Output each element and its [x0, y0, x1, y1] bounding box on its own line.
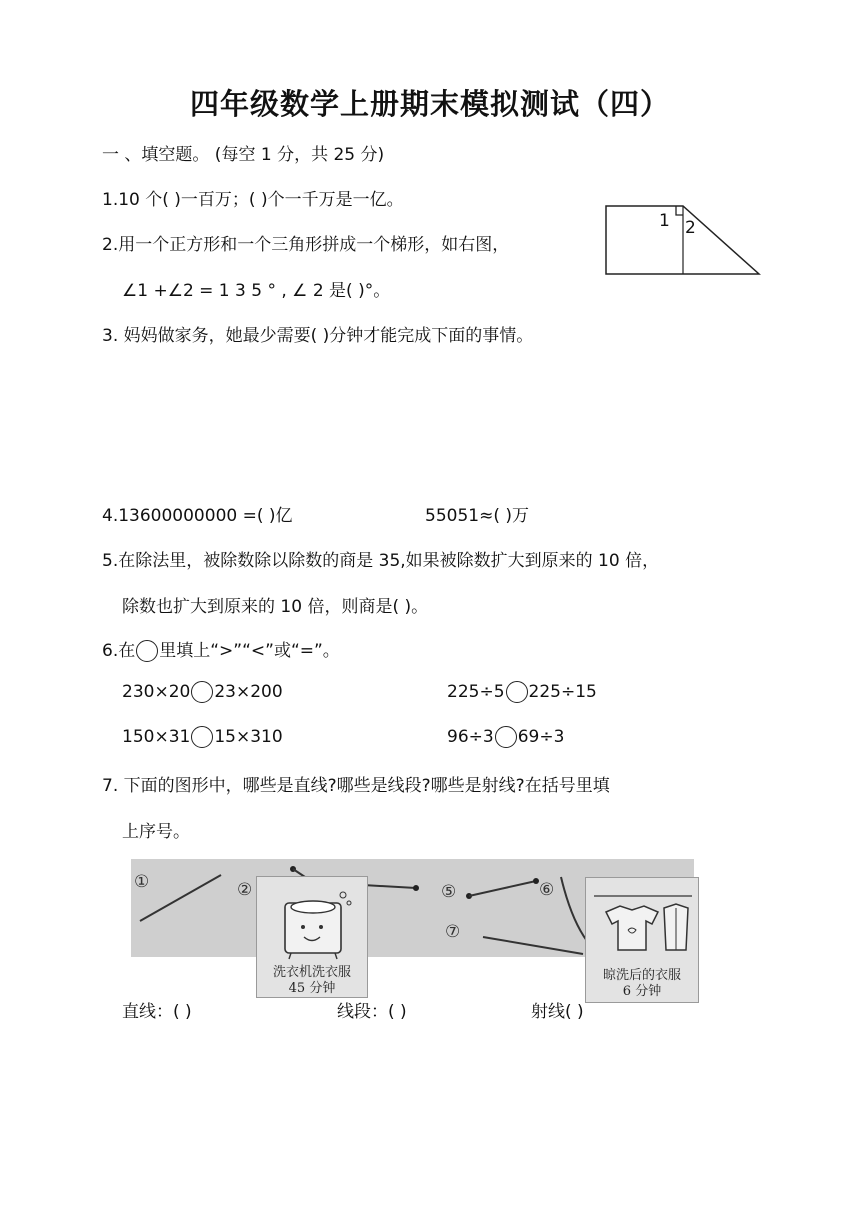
question-2-line2: ∠1 +∠2 = 1 3 5 ° , ∠ 2 是( )°。 — [122, 281, 391, 301]
compare-circle-icon — [136, 640, 158, 662]
figure-7-line — [483, 937, 583, 954]
compare-item: 230×20 23×200 — [122, 682, 283, 702]
figure-5-segment — [469, 881, 536, 896]
answer-ray: 射线( ) — [531, 1002, 584, 1022]
question-3: 3. 妈妈做家务，她最少需要( )分钟才能完成下面的事情。 — [102, 326, 534, 346]
question-4-part-a: 4.13600000000 =( )亿 — [102, 506, 293, 526]
figure-3-endpoint — [413, 885, 419, 891]
compare-item: 96÷3 69÷3 — [447, 727, 565, 747]
question-1: 1.10 个( )一百万；( )个一千万是一亿。 — [102, 190, 404, 210]
answer-segment: 线段：( ) — [337, 1002, 407, 1022]
page-title: 四年级数学上册期末模拟测试（四） — [189, 87, 670, 121]
figure-label: ⑥ — [539, 880, 555, 900]
compare-circle-input[interactable] — [495, 726, 517, 748]
question-6-instruction: 6.在 里填上“>”“<”或“=”。 — [102, 641, 340, 661]
figure-label: ① — [134, 872, 150, 892]
angle-1-label: 1 — [659, 211, 670, 231]
drying-time: 6 分钟 — [622, 984, 662, 999]
compare-item: 225÷5 225÷15 — [447, 682, 597, 702]
compare-item: 150×31 15×310 — [122, 727, 283, 747]
trapezoid-figure — [600, 200, 765, 282]
drying-caption: 晾洗后的衣服 — [602, 968, 681, 983]
compare-circle-input[interactable] — [191, 726, 213, 748]
figure-6-curve — [561, 877, 587, 941]
question-7-line2: 上序号。 — [122, 822, 190, 842]
compare-circle-input[interactable] — [506, 681, 528, 703]
question-4-part-b: 55051≈( )万 — [425, 506, 529, 526]
washing-time: 45 分钟 — [288, 981, 336, 996]
washing-caption: 洗衣机洗衣服 — [272, 965, 351, 980]
angle-2-label: 2 — [685, 218, 696, 238]
drying-clothes-card — [585, 877, 699, 1003]
figure-3-ray — [363, 885, 416, 888]
compare-circle-input[interactable] — [191, 681, 213, 703]
question-2-line1: 2.用一个正方形和一个三角形拼成一个梯形，如右图， — [102, 235, 510, 255]
figure-label: ⑤ — [441, 882, 457, 902]
answer-straight-line: 直线：( ) — [122, 1002, 192, 1022]
figure-label: ⑦ — [445, 922, 461, 942]
right-angle-mark — [676, 206, 683, 215]
washing-machine-icon — [273, 889, 353, 961]
question-5-line2: 除数也扩大到原来的 10 倍，则商是( )。 — [122, 597, 429, 617]
figure-label: ② — [237, 880, 253, 900]
clothes-icon — [592, 886, 694, 962]
figure-1-line — [140, 875, 221, 921]
question-7-line1: 7. 下面的图形中，哪些是直线?哪些是线段?哪些是射线?在括号里填 — [102, 776, 610, 796]
question-5-line1: 5.在除法里，被除数除以除数的商是 35,如果被除数扩大到原来的 10 倍， — [102, 551, 660, 571]
section-heading: 一 、填空题。 (每空 1 分，共 25 分) — [102, 145, 385, 165]
washing-machine-card — [256, 876, 368, 998]
